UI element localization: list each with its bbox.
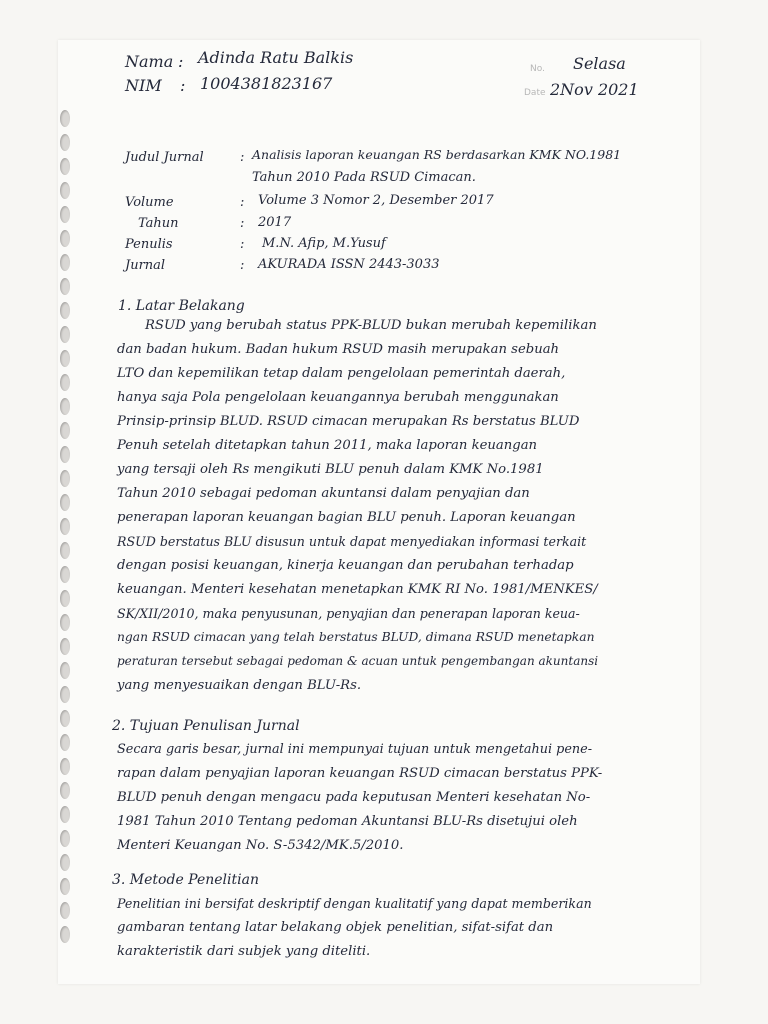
binder-holes [60,110,76,950]
nim-value: 1004381823167 [200,74,333,93]
binder-hole [60,470,70,487]
name-separator: : [178,52,184,71]
binder-hole [60,350,70,367]
binder-hole [60,446,70,463]
section-heading: 1. Latar Belakang [118,298,245,314]
body-line: yang menyesuaikan dengan BLU-Rs. [117,678,362,693]
body-line: 1981 Tahun 2010 Tentang pedoman Akuntansi BLU-Rs disetujui oleh [117,814,578,829]
binder-hole [60,206,70,223]
binder-hole [60,686,70,703]
binder-hole [60,902,70,919]
body-line: gambaran tentang latar belakang objek penelitian, sifat-sifat dan [117,920,554,935]
binder-hole [60,542,70,559]
date-value: 2Nov 2021 [550,80,639,99]
binder-hole [60,182,70,199]
journal-info-separator: : [240,195,245,210]
body-line: karakteristik dari subjek yang diteliti. [117,944,371,959]
journal-info-label: Volume [125,195,174,210]
binder-hole [60,734,70,751]
binder-hole [60,662,70,679]
student-name: Adinda Ratu Balkis [198,48,354,67]
binder-hole [60,854,70,871]
binder-hole [60,614,70,631]
body-line: penerapan laporan keuangan bagian BLU penuh. Laporan keuangan [117,510,576,525]
journal-info-separator: : [240,150,245,165]
binder-hole [60,878,70,895]
journal-year: 2017 [258,215,292,230]
body-line: peraturan tersebut sebagai pedoman & acuan untuk pengembangan akuntansi [117,654,599,668]
binder-hole [60,494,70,511]
section-heading: 3. Metode Penelitian [112,872,259,888]
body-line: SK/XII/2010, maka penyusunan, penyajian dan penerapan laporan keua- [117,606,580,621]
body-line: Secara garis besar, jurnal ini mempunyai tujuan untuk mengetahui pene- [117,742,593,757]
journal-authors: M.N. Afip, M.Yusuf [262,236,386,251]
body-line: LTO dan kepemilikan tetap dalam pengelolaan pemerintah daerah, [117,366,566,381]
journal-title-continued: Tahun 2010 Pada RSUD Cimacan. [252,170,476,185]
binder-hole [60,638,70,655]
day-label: Selasa [573,54,626,73]
date-label: Date [524,88,546,98]
binder-hole [60,806,70,823]
body-line: keuangan. Menteri kesehatan menetapkan KMK RI No. 1981/MENKES/ [117,582,598,597]
binder-hole [60,158,70,175]
journal-info-label: Tahun [138,216,179,231]
binder-hole [60,374,70,391]
body-line: Penelitian ini bersifat deskriptif dengan kualitatif yang dapat memberikan [117,896,592,911]
body-line: yang tersaji oleh Rs mengikuti BLU penuh dalam KMK No.1981 [117,462,544,477]
body-line: RSUD yang berubah status PPK-BLUD bukan merubah kepemilikan [145,318,597,333]
binder-hole [60,590,70,607]
body-line: ngan RSUD cimacan yang telah berstatus BLUD, dimana RSUD menetapkan [117,630,595,644]
body-line: Penuh setelah ditetapkan tahun 2011, maka laporan keuangan [117,438,538,453]
binder-hole [60,278,70,295]
body-line: RSUD berstatus BLU disusun untuk dapat menyediakan informasi terkait [117,534,587,549]
journal-title: Analisis laporan keuangan RS berdasarkan KMK NO.1981 [252,147,622,162]
nim-label: NIM [125,76,162,95]
no-label: No. [530,64,545,74]
nim-separator: : [180,76,186,95]
journal-info-separator: : [240,216,245,231]
body-line: Tahun 2010 sebagai pedoman akuntansi dalam penyajian dan [117,486,530,501]
body-line: BLUD penuh dengan mengacu pada keputusan Menteri kesehatan No- [117,790,591,805]
journal-info-separator: : [240,258,245,273]
journal-info-label: Penulis [125,237,173,252]
binder-hole [60,782,70,799]
binder-hole [60,758,70,775]
body-line: Menteri Keuangan No. S-5342/MK.5/2010. [117,838,404,853]
binder-hole [60,302,70,319]
body-line: Prinsip-prinsip BLUD. RSUD cimacan merupakan Rs berstatus BLUD [117,414,580,429]
body-line: dan badan hukum. Badan hukum RSUD masih merupakan sebuah [117,342,560,357]
journal-info-label: Judul Jurnal [125,150,204,165]
journal-info-separator: : [240,237,245,252]
body-line: hanya saja Pola pengelolaan keuangannya berubah menggunakan [117,390,559,405]
binder-hole [60,566,70,583]
binder-hole [60,254,70,271]
binder-hole [60,926,70,943]
section-heading: 2. Tujuan Penulisan Jurnal [112,718,300,734]
binder-hole [60,422,70,439]
binder-hole [60,230,70,247]
binder-hole [60,326,70,343]
binder-hole [60,110,70,127]
journal-name: AKURADA ISSN 2443-3033 [258,257,440,272]
journal-info-label: Jurnal [125,258,166,273]
binder-hole [60,830,70,847]
journal-volume: Volume 3 Nomor 2, Desember 2017 [258,193,494,208]
body-line: rapan dalam penyajian laporan keuangan RSUD cimacan berstatus PPK- [117,766,603,781]
binder-hole [60,518,70,535]
body-line: dengan posisi keuangan, kinerja keuangan dan perubahan terhadap [117,558,574,573]
binder-hole [60,710,70,727]
name-label: Nama [125,52,174,71]
binder-hole [60,134,70,151]
binder-hole [60,398,70,415]
